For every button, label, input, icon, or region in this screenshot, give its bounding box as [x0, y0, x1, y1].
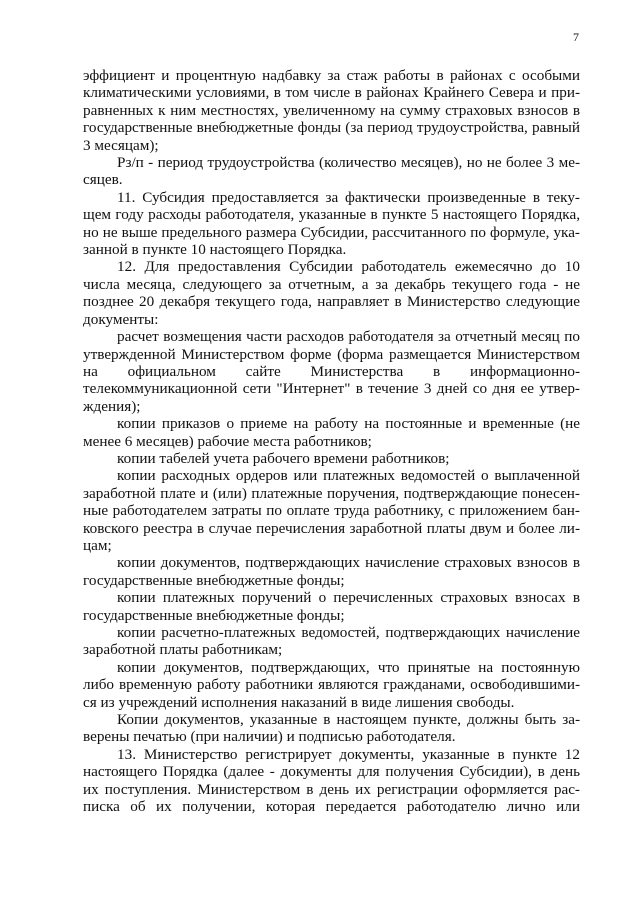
text-line: заработной плате и (или) платежные поручения, подтверждающие понесен- — [83, 484, 580, 502]
text-line: копии документов, подтверждающих начисление страховых взносов в — [117, 554, 580, 572]
text-line: Pз/п - период трудоустройства (количество месяцев), но не более 3 ме- — [117, 154, 580, 172]
text-line: занной в пункте 10 настоящего Порядка. — [83, 241, 347, 259]
text-line: копии платежных поручений о перечисленных страховых взносах в — [117, 589, 580, 607]
text-line: щем году расходы работодателя, указанные в пункте 5 настоящего Порядка, — [83, 206, 580, 224]
text-line: настоящего Порядка (далее - документы для получения Субсидии), в день — [83, 763, 580, 781]
text-line: их поступления. Министерством в день их регистрации оформляется рас- — [83, 780, 580, 798]
text-line: но не выше предельного размера Субсидии, рассчитанного по формуле, ука- — [83, 223, 580, 241]
text-line: 3 месяцам); — [83, 136, 159, 154]
text-line: равненных к ним местностях, увеличенному на сумму страховых взносов в — [83, 101, 580, 119]
text-line: 12. Для предоставления Субсидии работодатель ежемесячно до 10 — [117, 258, 580, 276]
text-line: писка об их получении, которая передается работодателю лично или — [83, 798, 580, 816]
text-line: ся из учреждений исполнения наказаний в виде лишения свободы. — [83, 693, 515, 711]
text-line: верены печатью (при наличии) и подписью работодателя. — [83, 728, 456, 746]
text-line: цам; — [83, 536, 112, 554]
text-line: государственные внебюджетные фонды; — [83, 606, 345, 624]
text-line: эффициент и процентную надбавку за стаж работы в районах с особыми — [83, 67, 580, 84]
text-line: телекоммуникационной сети "Интернет" в течение 3 дней со дня ее утвер- — [83, 380, 580, 398]
text-line: заработной платы работникам; — [83, 641, 283, 659]
text-line: сяцев. — [83, 171, 123, 189]
text-line: государственные внебюджетные фонды (за период трудоустройства, равный — [83, 119, 580, 137]
text-line: на официальном сайте Министерства в информационно- — [83, 362, 580, 380]
document-body — [83, 67, 580, 815]
text-line: государственные внебюджетные фонды; — [83, 571, 345, 589]
text-line: утвержденной Министерством форме (форма размещается Министерством — [83, 345, 580, 363]
text-line: позднее 20 декабря текущего года, направляет в Министерство следующие — [83, 293, 580, 311]
text-line: 11. Субсидия предоставляется за фактически произведенные в теку- — [117, 188, 580, 206]
text-line: ждения); — [83, 397, 141, 415]
text-line: копии табелей учета рабочего времени работников; — [117, 449, 450, 467]
text-line: Копии документов, указанные в настоящем пункте, должны быть за- — [117, 711, 580, 729]
page-number: 7 — [573, 30, 579, 44]
text-line: 13. Министерство регистрирует документы, указанные в пункте 12 — [117, 745, 580, 763]
text-line: копии расчетно-платежных ведомостей, подтверждающих начисление — [117, 624, 580, 641]
text-line: либо временную работу работники являются гражданами, освободившими- — [83, 676, 580, 694]
text-line: копии приказов о приеме на работу на постоянные и временные (не — [117, 415, 580, 433]
text-line: менее 6 месяцев) рабочие места работников; — [83, 432, 372, 450]
text-line: копии документов, подтверждающих, что принятые на постоянную — [117, 658, 580, 676]
text-line: ные работодателем затраты по оплате труда работнику, с приложением бан- — [83, 502, 580, 520]
text-line: документы: — [83, 310, 159, 328]
text-line: числа месяца, следующего за отчетным, а за декабрь текущего года - не — [83, 275, 580, 293]
text-line: копии расходных ордеров или платежных ведомостей о выплаченной — [117, 467, 580, 485]
text-line: расчет возмещения части расходов работодателя за отчетный месяц по — [117, 328, 580, 346]
text-line: ковского реестра в случае перечисления заработной платы двум и более ли- — [83, 519, 580, 537]
text-line: климатическими условиями, в том числе в районах Крайнего Севера и при- — [83, 84, 580, 102]
